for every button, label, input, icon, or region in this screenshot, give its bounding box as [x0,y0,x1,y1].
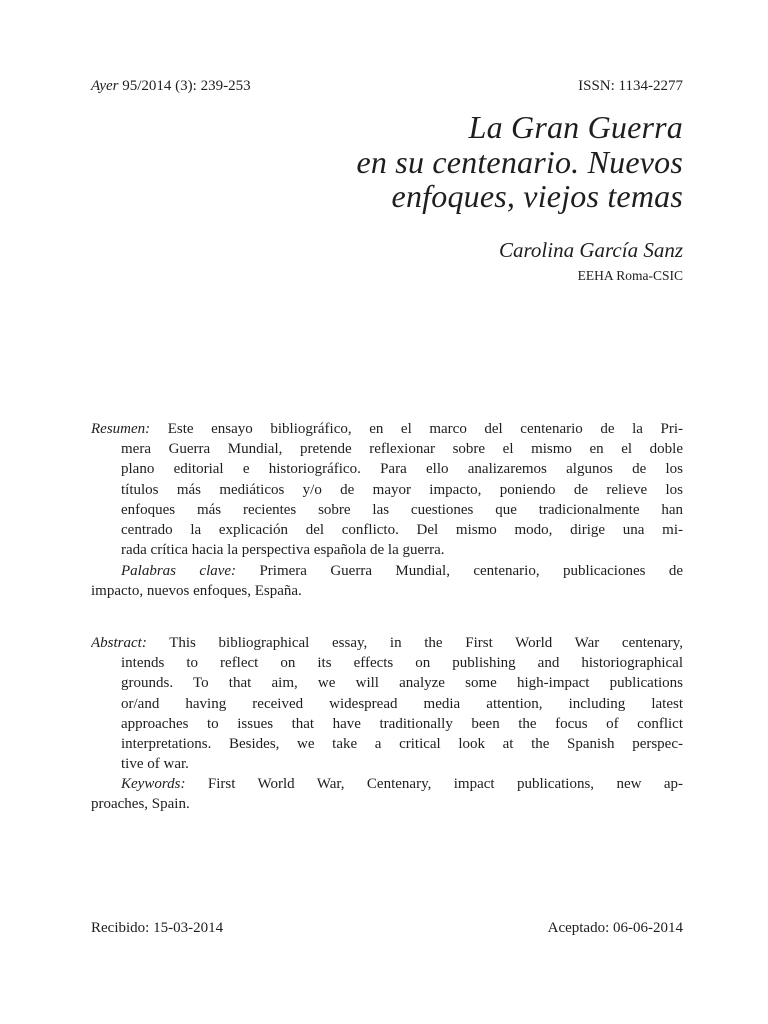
dates-footer [91,918,683,938]
keywords-first-line: First World War, Centenary, impact publications, new ap- [185,776,683,792]
paragraph-line: proaches, Spain. [91,796,190,813]
accepted-date: Aceptado: 06-06-2014 [547,920,683,936]
paragraph-line: plano editorial e historiográfico. Para ello analizaremos algunos de los [121,461,683,478]
running-header [91,76,683,96]
resumen-paragraph [91,419,683,560]
author-name: Carolina García Sanz [499,238,683,262]
abstract-label: Abstract: [91,635,147,651]
paragraph-line: centrado la explicación del conflicto. Del mismo modo, dirige una mi- [121,521,683,538]
abstract-paragraph [91,633,683,774]
paragraph-line: rada crítica hacia la perspectiva española de la guerra. [121,542,445,559]
palabras-clave-label: Palabras clave: [121,563,237,579]
author-affiliation: EEHA Roma-CSIC [577,268,683,283]
keywords-paragraph [91,774,683,814]
issue-pages: 95/2014 (3): 239-253 [118,78,251,94]
resumen-label: Resumen: [91,421,151,437]
paragraph-line [91,419,683,439]
article-title [356,110,683,214]
title-line: enfoques, viejos temas [391,178,683,214]
journal-name: Ayer [91,78,119,94]
palabras-clave-first-line: Primera Guerra Mundial, centenario, publicaciones de [236,563,683,579]
received-date: Recibido: 15-03-2014 [91,920,224,936]
paragraph-line: interpretations. Besides, we take a critical look at the Spanish perspec- [121,735,683,752]
paragraph-line [91,561,683,581]
paragraph-line: mera Guerra Mundial, pretende reflexionar sobre el mismo en el doble [121,441,683,458]
paragraph-line: grounds. To that aim, we will analyze some high-impact publications [121,675,683,692]
issn: ISSN: 1134-2277 [578,78,683,94]
title-line: La Gran Guerra [468,109,683,145]
resumen-first-line: Este ensayo bibliográfico, en el marco del centenario de la Pri- [150,421,683,437]
paragraph-line [91,633,683,653]
palabras-clave-paragraph [91,561,683,601]
paragraph-line: or/and having received widespread media attention, including latest [121,695,683,712]
paragraph-line: impacto, nuevos enfoques, España. [91,583,302,600]
paragraph-line: intends to reflect on its effects on publishing and historiographical [121,655,683,672]
journal-citation [91,76,251,96]
paragraph-line: tive of war. [121,756,189,773]
keywords-label: Keywords: [121,776,186,792]
title-line: en su centenario. Nuevos [356,143,683,180]
paragraph-line [91,774,683,794]
paragraph-line: enfoques más recientes sobre las cuestiones que tradicionalmente han [121,501,683,518]
abstract-first-line: This bibliographical essay, in the First World War centenary, [146,635,683,651]
paragraph-line: approaches to issues that have traditionally been the focus of conflict [121,715,683,732]
paragraph-line: títulos más mediáticos y/o de mayor impacto, poniendo de relieve los [121,481,683,498]
